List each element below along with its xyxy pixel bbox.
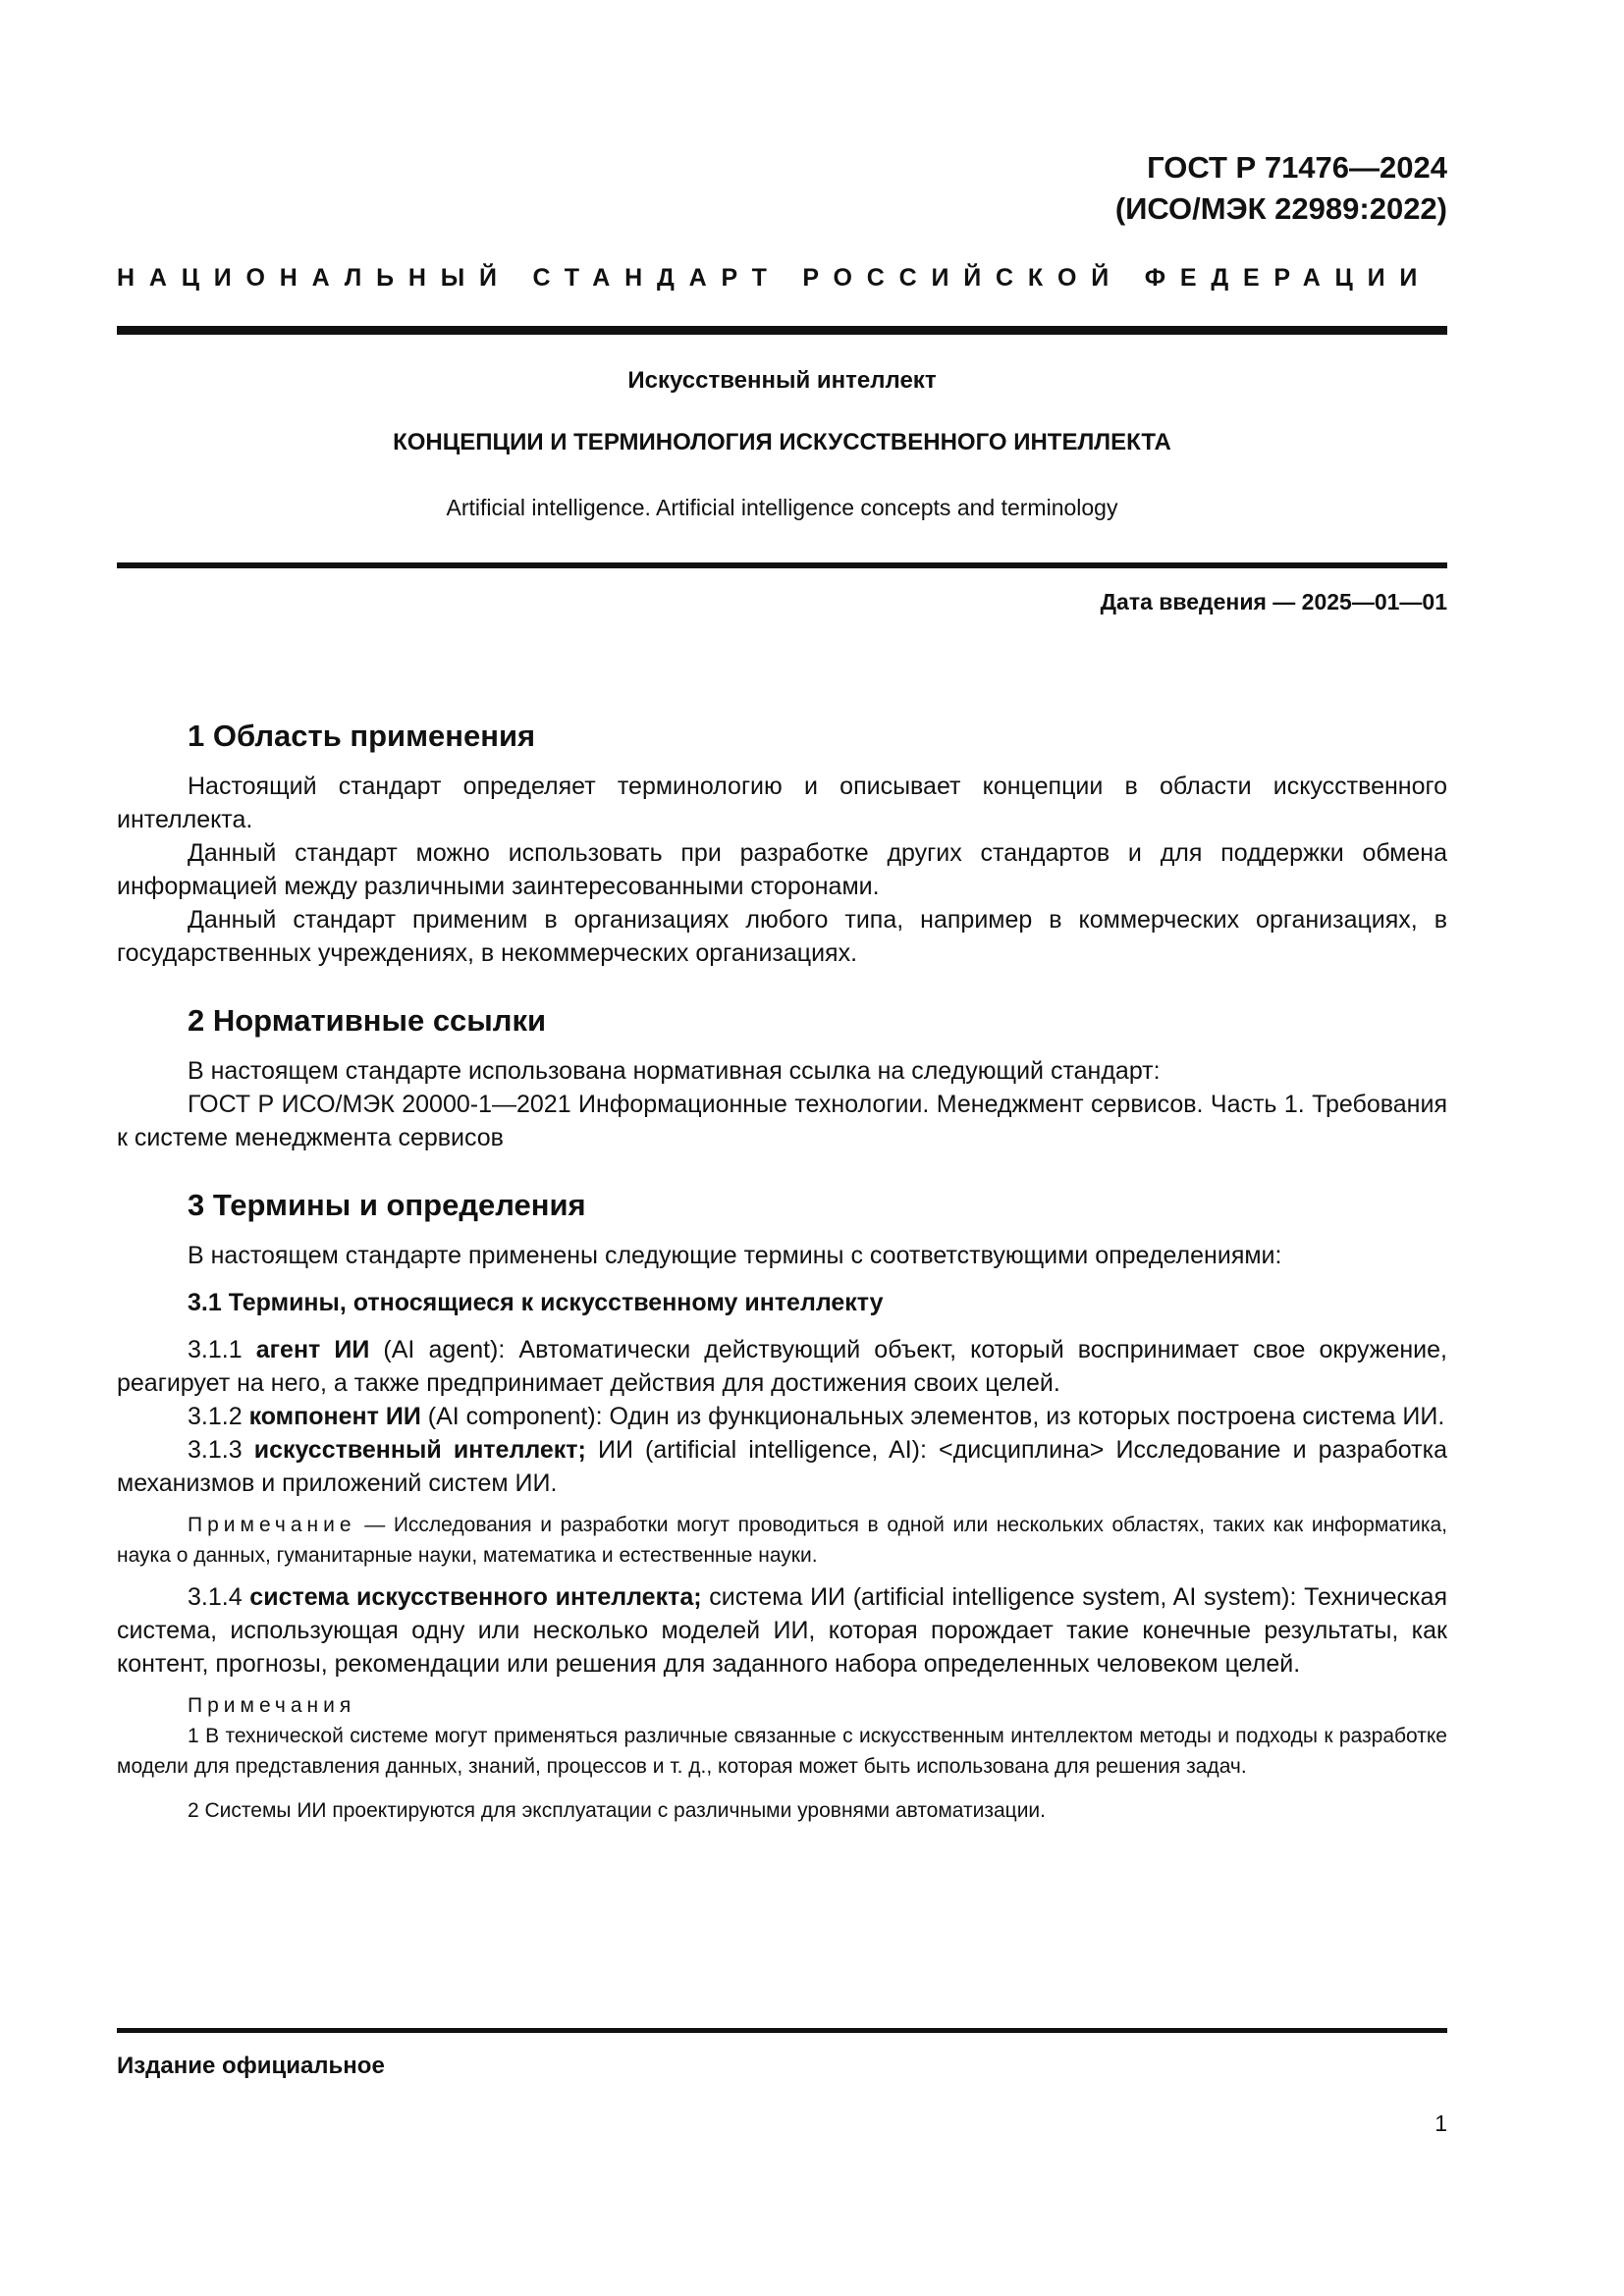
term-definition: система ИИ (artificial intelligence system, AI system): Техническая система, использующая одну или несколько моделей ИИ, которая порождает такие конечные результаты, как контент, прогнозы, рекомендации или решения для заданного набора определенных человеком целей. bbox=[117, 1583, 1447, 1678]
document-page bbox=[117, 0, 1447, 2296]
note-3-1-3 bbox=[117, 1510, 1447, 1571]
subsection-3-1-heading: 3.1 Термины, относящиеся к искусственному интеллекту bbox=[188, 1289, 884, 1316]
standard-number: ГОСТ Р 71476—2024 bbox=[1147, 150, 1447, 185]
section-1-heading: 1 Область применения bbox=[188, 719, 536, 753]
note-text: — Исследования и разработки могут проводиться в одной или нескольких областях, таких как информатика, наука о данных, гуманитарные науки, математика и естественные науки. bbox=[117, 1514, 1447, 1567]
page-number: 1 bbox=[1435, 2110, 1447, 2136]
term-3-1-2 bbox=[117, 1400, 1447, 1433]
section-1-paragraph-3: Данный стандарт применим в организациях любого типа, например в коммерческих организациях, в государственных учреждениях, в некоммерческих организациях. bbox=[117, 906, 1447, 967]
section-3-paragraph-1: В настоящем стандарте применены следующие термины с соответствующими определениями: bbox=[188, 1242, 1282, 1269]
term-definition: (AI agent): Автоматически действующий объект, который воспринимает свое окружение, реагирует на него, а также предпринимает действия для достижения своих целей. bbox=[117, 1336, 1447, 1397]
official-edition-label: Издание официальное bbox=[117, 2053, 385, 2079]
section-2-heading: 2 Нормативные ссылки bbox=[188, 1003, 547, 1038]
introduction-date: Дата введения — 2025—01—01 bbox=[1100, 589, 1447, 614]
national-standard-banner: НАЦИОНАЛЬНЫЙ СТАНДАРТ РОССИЙСКОЙ ФЕДЕРАЦИИ bbox=[117, 264, 1433, 292]
title-topic: Искусственный интеллект bbox=[627, 367, 937, 394]
standard-number-block bbox=[1115, 147, 1447, 230]
term-name: агент ИИ bbox=[255, 1336, 370, 1363]
section-2-paragraph-1: В настоящем стандарте использована нормативная ссылка на следующий стандарт: bbox=[188, 1057, 1161, 1085]
title-english: Artificial intelligence. Artificial intelligence concepts and terminology bbox=[446, 495, 1118, 520]
notes-label: Примечания bbox=[188, 1694, 356, 1717]
term-name: компонент ИИ bbox=[248, 1403, 421, 1430]
footer-divider bbox=[117, 2028, 1447, 2033]
term-name: искусственный интеллект; bbox=[253, 1436, 586, 1464]
term-definition: (AI component): Один из функциональных элементов, из которых построена система ИИ. bbox=[420, 1403, 1445, 1430]
term-3-1-4 bbox=[117, 1580, 1447, 1681]
term-number: 3.1.4 bbox=[188, 1583, 250, 1611]
section-1-paragraph-2: Данный стандарт можно использовать при разработке других стандартов и для поддержки обмена информацией между различными заинтересованными сторонами. bbox=[117, 839, 1447, 900]
section-1-paragraph-1: Настоящий стандарт определяет терминологию и описывает концепции в области искусственного интеллекта. bbox=[117, 773, 1447, 833]
iso-number: (ИСО/МЭК 22989:2022) bbox=[1114, 191, 1447, 226]
title-main: КОНЦЕПЦИИ И ТЕРМИНОЛОГИЯ ИСКУССТВЕННОГО ИНТЕЛЛЕКТА bbox=[393, 429, 1171, 455]
note-label: Примечание bbox=[188, 1514, 356, 1536]
term-number: 3.1.3 bbox=[188, 1436, 254, 1464]
title-divider bbox=[117, 562, 1447, 568]
note-item-2: 2 Системы ИИ проектируются для эксплуатации с различными уровнями автоматизации. bbox=[188, 1799, 1046, 1822]
note-item-1: 1 В технической системе могут применяться различные связанные с искусственным интеллектом методы и подходы к разработке модели для представления данных, знаний, процессов и т. д., которая может быть использована для решения задач. bbox=[117, 1725, 1447, 1778]
document-body bbox=[117, 717, 1447, 1826]
term-number: 3.1.1 bbox=[188, 1336, 256, 1363]
section-2-reference: ГОСТ Р ИСО/МЭК 20000-1—2021 Информационные технологии. Менеджмент сервисов. Часть 1. Требования к системе менеджмента сервисов bbox=[117, 1091, 1447, 1151]
section-3-heading: 3 Термины и определения bbox=[188, 1188, 586, 1222]
top-divider bbox=[117, 326, 1447, 335]
term-3-1-1 bbox=[117, 1333, 1447, 1400]
term-3-1-3 bbox=[117, 1433, 1447, 1500]
notes-3-1-4 bbox=[117, 1690, 1447, 1826]
term-name: система искусственного интеллекта; bbox=[249, 1583, 702, 1611]
term-number: 3.1.2 bbox=[188, 1403, 249, 1430]
term-definition: ИИ (artificial intelligence, AI): <дисциплина> Исследование и разработка механизмов и приложений систем ИИ. bbox=[117, 1436, 1447, 1497]
